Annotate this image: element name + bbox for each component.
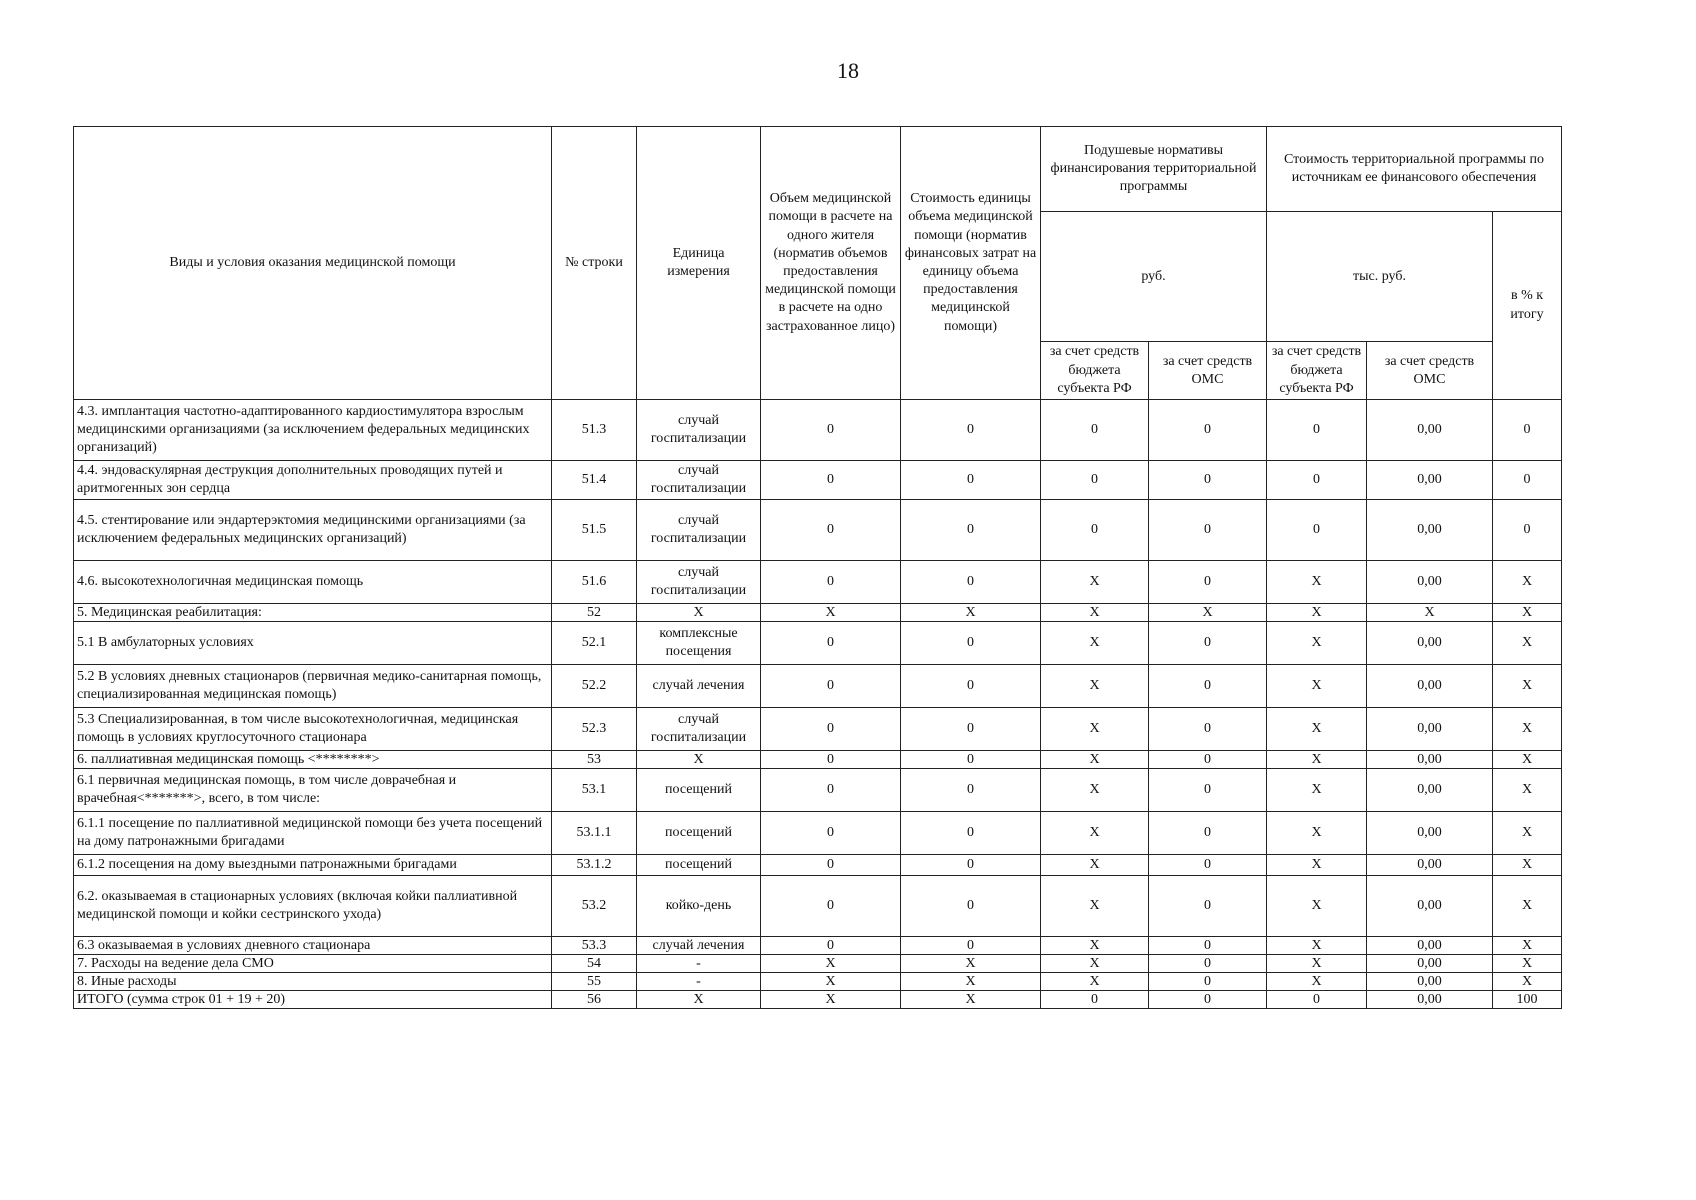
row-name: 6.2. оказываемая в стационарных условиях (включая койки паллиативной медицинской помощи и койки сестринского ухода): [74, 876, 552, 937]
table-row: [74, 561, 1562, 604]
row-cost-oms: 0,00: [1367, 708, 1493, 751]
header-row-number: № строки: [552, 127, 637, 400]
row-number: 52: [552, 604, 637, 622]
row-cost-budget: X: [1267, 876, 1367, 937]
header-unit-thousand-rub: тыс. руб.: [1267, 212, 1493, 342]
row-unit: -: [637, 955, 761, 973]
row-name: 7. Расходы на ведение дела СМО: [74, 955, 552, 973]
row-cost-oms: 0,00: [1367, 876, 1493, 937]
row-number: 51.4: [552, 461, 637, 500]
row-name: 6.3 оказываемая в условиях дневного стационара: [74, 937, 552, 955]
row-cost-budget: 0: [1267, 400, 1367, 461]
row-norm-budget: X: [1041, 855, 1149, 876]
row-norm-budget: X: [1041, 769, 1149, 812]
row-cost-budget: 0: [1267, 991, 1367, 1009]
table-row: [74, 991, 1562, 1009]
row-percent: 0: [1493, 500, 1562, 561]
table-row: [74, 769, 1562, 812]
row-volume: 0: [761, 751, 901, 769]
row-cost-budget: X: [1267, 665, 1367, 708]
row-norm-oms: 0: [1149, 500, 1267, 561]
table-row: [74, 708, 1562, 751]
row-name: 6. паллиативная медицинская помощь <********>: [74, 751, 552, 769]
row-percent: 0: [1493, 400, 1562, 461]
row-norm-oms: 0: [1149, 973, 1267, 991]
row-norm-budget: X: [1041, 973, 1149, 991]
row-norm-budget: X: [1041, 561, 1149, 604]
table-row: [74, 400, 1562, 461]
table-row: [74, 500, 1562, 561]
row-cost-oms: 0,00: [1367, 973, 1493, 991]
row-name: 4.4. эндоваскулярная деструкция дополнительных проводящих путей и аритмогенных зон сердца: [74, 461, 552, 500]
row-unit: X: [637, 991, 761, 1009]
row-norm-budget: X: [1041, 665, 1149, 708]
row-volume: 0: [761, 708, 901, 751]
header-program-cost: Стоимость территориальной программы по источникам ее финансового обеспечения: [1267, 127, 1562, 212]
row-unit: посещений: [637, 769, 761, 812]
row-cost-budget: 0: [1267, 500, 1367, 561]
row-norm-oms: 0: [1149, 622, 1267, 665]
row-volume: 0: [761, 665, 901, 708]
row-cost-oms: X: [1367, 604, 1493, 622]
row-number: 54: [552, 955, 637, 973]
table-row: [74, 622, 1562, 665]
header-norm-budget: за счет средств бюджета субъекта РФ: [1041, 342, 1149, 400]
row-name: 5.2 В условиях дневных стационаров (первичная медико-санитарная помощь, специализированная медицинская помощь): [74, 665, 552, 708]
row-norm-budget: X: [1041, 876, 1149, 937]
row-unit-cost: 0: [901, 708, 1041, 751]
row-unit: случай госпитализации: [637, 500, 761, 561]
row-unit-cost: 0: [901, 461, 1041, 500]
header-percent-of-total: в % к итогу: [1493, 212, 1562, 400]
row-cost-oms: 0,00: [1367, 400, 1493, 461]
row-volume: X: [761, 991, 901, 1009]
row-unit-cost: 0: [901, 855, 1041, 876]
header-name: Виды и условия оказания медицинской помощи: [74, 127, 552, 400]
row-percent: 100: [1493, 991, 1562, 1009]
header-per-capita-norms: Подушевые нормативы финансирования территориальной программы: [1041, 127, 1267, 212]
row-number: 55: [552, 973, 637, 991]
row-volume: 0: [761, 876, 901, 937]
row-unit-cost: 0: [901, 561, 1041, 604]
row-name: 6.1.2 посещения на дому выездными патронажными бригадами: [74, 855, 552, 876]
row-norm-oms: 0: [1149, 769, 1267, 812]
row-cost-oms: 0,00: [1367, 855, 1493, 876]
row-name: 4.6. высокотехнологичная медицинская помощь: [74, 561, 552, 604]
page-number: 18: [837, 58, 859, 83]
row-name: 5. Медицинская реабилитация:: [74, 604, 552, 622]
row-cost-budget: X: [1267, 955, 1367, 973]
row-volume: X: [761, 604, 901, 622]
row-percent: X: [1493, 769, 1562, 812]
row-unit: X: [637, 604, 761, 622]
row-unit-cost: X: [901, 991, 1041, 1009]
header-unit: Единица измерения: [637, 127, 761, 400]
row-unit: X: [637, 751, 761, 769]
row-number: 52.3: [552, 708, 637, 751]
row-unit: -: [637, 973, 761, 991]
row-unit-cost: 0: [901, 400, 1041, 461]
row-norm-budget: X: [1041, 812, 1149, 855]
row-norm-oms: 0: [1149, 461, 1267, 500]
row-unit-cost: 0: [901, 937, 1041, 955]
row-cost-oms: 0,00: [1367, 769, 1493, 812]
row-cost-budget: X: [1267, 937, 1367, 955]
row-norm-oms: 0: [1149, 876, 1267, 937]
row-volume: 0: [761, 461, 901, 500]
row-percent: X: [1493, 708, 1562, 751]
row-norm-budget: X: [1041, 937, 1149, 955]
row-unit-cost: X: [901, 955, 1041, 973]
row-name: 4.5. стентирование или эндартерэктомия медицинскими организациями (за исключением федеральных медицинских организаций): [74, 500, 552, 561]
row-norm-oms: 0: [1149, 937, 1267, 955]
row-number: 52.2: [552, 665, 637, 708]
row-cost-budget: X: [1267, 751, 1367, 769]
header-unit-cost: Стоимость единицы объема медицинской помощи (норматив финансовых затрат на единицу объема предоставления медицинской помощи): [901, 127, 1041, 400]
table-row: [74, 855, 1562, 876]
row-cost-oms: 0,00: [1367, 812, 1493, 855]
row-unit: посещений: [637, 812, 761, 855]
row-number: 56: [552, 991, 637, 1009]
table-row: [74, 955, 1562, 973]
row-cost-oms: 0,00: [1367, 751, 1493, 769]
row-volume: 0: [761, 937, 901, 955]
row-unit-cost: 0: [901, 500, 1041, 561]
row-volume: 0: [761, 500, 901, 561]
row-cost-budget: X: [1267, 561, 1367, 604]
table-row: [74, 751, 1562, 769]
row-norm-budget: 0: [1041, 461, 1149, 500]
header-cost-budget: за счет средств бюджета субъекта РФ: [1267, 342, 1367, 400]
row-norm-budget: 0: [1041, 991, 1149, 1009]
row-norm-oms: 0: [1149, 400, 1267, 461]
row-number: 52.1: [552, 622, 637, 665]
row-unit-cost: 0: [901, 876, 1041, 937]
table-row: [74, 461, 1562, 500]
row-volume: 0: [761, 812, 901, 855]
row-cost-budget: X: [1267, 622, 1367, 665]
row-volume: 0: [761, 855, 901, 876]
row-number: 53.1: [552, 769, 637, 812]
row-norm-budget: X: [1041, 622, 1149, 665]
row-number: 53.1.1: [552, 812, 637, 855]
row-cost-budget: X: [1267, 708, 1367, 751]
table-row: [74, 876, 1562, 937]
row-number: 51.3: [552, 400, 637, 461]
row-percent: X: [1493, 973, 1562, 991]
row-number: 51.5: [552, 500, 637, 561]
row-percent: X: [1493, 876, 1562, 937]
row-unit: случай госпитализации: [637, 561, 761, 604]
row-name: 4.3. имплантация частотно-адаптированного кардиостимулятора взрослым медицинскими организациями (за исключением федеральных медицинских организаций): [74, 400, 552, 461]
row-norm-oms: 0: [1149, 665, 1267, 708]
row-name: 8. Иные расходы: [74, 973, 552, 991]
row-cost-oms: 0,00: [1367, 955, 1493, 973]
header-cost-oms: за счет средств ОМС: [1367, 342, 1493, 400]
row-volume: 0: [761, 622, 901, 665]
row-norm-budget: X: [1041, 955, 1149, 973]
row-norm-oms: 0: [1149, 955, 1267, 973]
row-cost-oms: 0,00: [1367, 461, 1493, 500]
row-unit: комплексные посещения: [637, 622, 761, 665]
row-percent: X: [1493, 622, 1562, 665]
row-norm-budget: X: [1041, 751, 1149, 769]
row-norm-oms: 0: [1149, 561, 1267, 604]
row-unit: случай лечения: [637, 665, 761, 708]
row-cost-oms: 0,00: [1367, 622, 1493, 665]
row-cost-oms: 0,00: [1367, 561, 1493, 604]
row-cost-oms: 0,00: [1367, 500, 1493, 561]
row-name: 6.1 первичная медицинская помощь, в том числе доврачебная и врачебная<*******>, всего, в том числе:: [74, 769, 552, 812]
row-unit-cost: 0: [901, 812, 1041, 855]
row-norm-budget: 0: [1041, 500, 1149, 561]
row-percent: X: [1493, 812, 1562, 855]
table-row: [74, 604, 1562, 622]
row-unit-cost: 0: [901, 665, 1041, 708]
row-unit: случай госпитализации: [637, 400, 761, 461]
row-percent: X: [1493, 665, 1562, 708]
row-number: 53.1.2: [552, 855, 637, 876]
row-number: 53: [552, 751, 637, 769]
row-cost-budget: 0: [1267, 461, 1367, 500]
table-row: [74, 812, 1562, 855]
row-unit-cost: X: [901, 604, 1041, 622]
row-name: 6.1.1 посещение по паллиативной медицинской помощи без учета посещений на дому патронажными бригадами: [74, 812, 552, 855]
header-norm-oms: за счет средств ОМС: [1149, 342, 1267, 400]
row-unit: случай лечения: [637, 937, 761, 955]
row-norm-oms: X: [1149, 604, 1267, 622]
row-percent: X: [1493, 604, 1562, 622]
row-volume: X: [761, 955, 901, 973]
row-unit: посещений: [637, 855, 761, 876]
row-unit: койко-день: [637, 876, 761, 937]
table-row: [74, 665, 1562, 708]
table-row: [74, 937, 1562, 955]
row-cost-budget: X: [1267, 769, 1367, 812]
row-number: 53.2: [552, 876, 637, 937]
row-cost-oms: 0,00: [1367, 937, 1493, 955]
header-unit-rub: руб.: [1041, 212, 1267, 342]
row-norm-budget: X: [1041, 604, 1149, 622]
row-volume: 0: [761, 561, 901, 604]
row-cost-budget: X: [1267, 855, 1367, 876]
row-volume: 0: [761, 769, 901, 812]
row-unit-cost: X: [901, 973, 1041, 991]
header-volume: Объем медицинской помощи в расчете на одного жителя (норматив объемов предоставления медицинской помощи в расчете на одно застрахованное лицо): [761, 127, 901, 400]
row-volume: 0: [761, 400, 901, 461]
row-cost-oms: 0,00: [1367, 665, 1493, 708]
row-norm-budget: X: [1041, 708, 1149, 751]
row-unit: случай госпитализации: [637, 708, 761, 751]
row-cost-budget: X: [1267, 812, 1367, 855]
row-unit-cost: 0: [901, 751, 1041, 769]
row-name: 5.1 В амбулаторных условиях: [74, 622, 552, 665]
row-number: 51.6: [552, 561, 637, 604]
row-volume: X: [761, 973, 901, 991]
row-unit-cost: 0: [901, 622, 1041, 665]
row-unit: случай госпитализации: [637, 461, 761, 500]
row-norm-oms: 0: [1149, 708, 1267, 751]
row-cost-oms: 0,00: [1367, 991, 1493, 1009]
row-number: 53.3: [552, 937, 637, 955]
row-percent: X: [1493, 937, 1562, 955]
row-unit-cost: 0: [901, 769, 1041, 812]
row-percent: X: [1493, 855, 1562, 876]
row-cost-budget: X: [1267, 604, 1367, 622]
table-row: [74, 973, 1562, 991]
row-norm-oms: 0: [1149, 812, 1267, 855]
row-norm-oms: 0: [1149, 751, 1267, 769]
row-norm-oms: 0: [1149, 991, 1267, 1009]
row-percent: X: [1493, 561, 1562, 604]
row-name: ИТОГО (сумма строк 01 + 19 + 20): [74, 991, 552, 1009]
row-cost-budget: X: [1267, 973, 1367, 991]
row-percent: X: [1493, 955, 1562, 973]
row-percent: X: [1493, 751, 1562, 769]
medical-care-table: [73, 126, 1562, 1009]
row-norm-oms: 0: [1149, 855, 1267, 876]
row-percent: 0: [1493, 461, 1562, 500]
row-norm-budget: 0: [1041, 400, 1149, 461]
row-name: 5.3 Специализированная, в том числе высокотехнологичная, медицинская помощь в условиях круглосуточного стационара: [74, 708, 552, 751]
